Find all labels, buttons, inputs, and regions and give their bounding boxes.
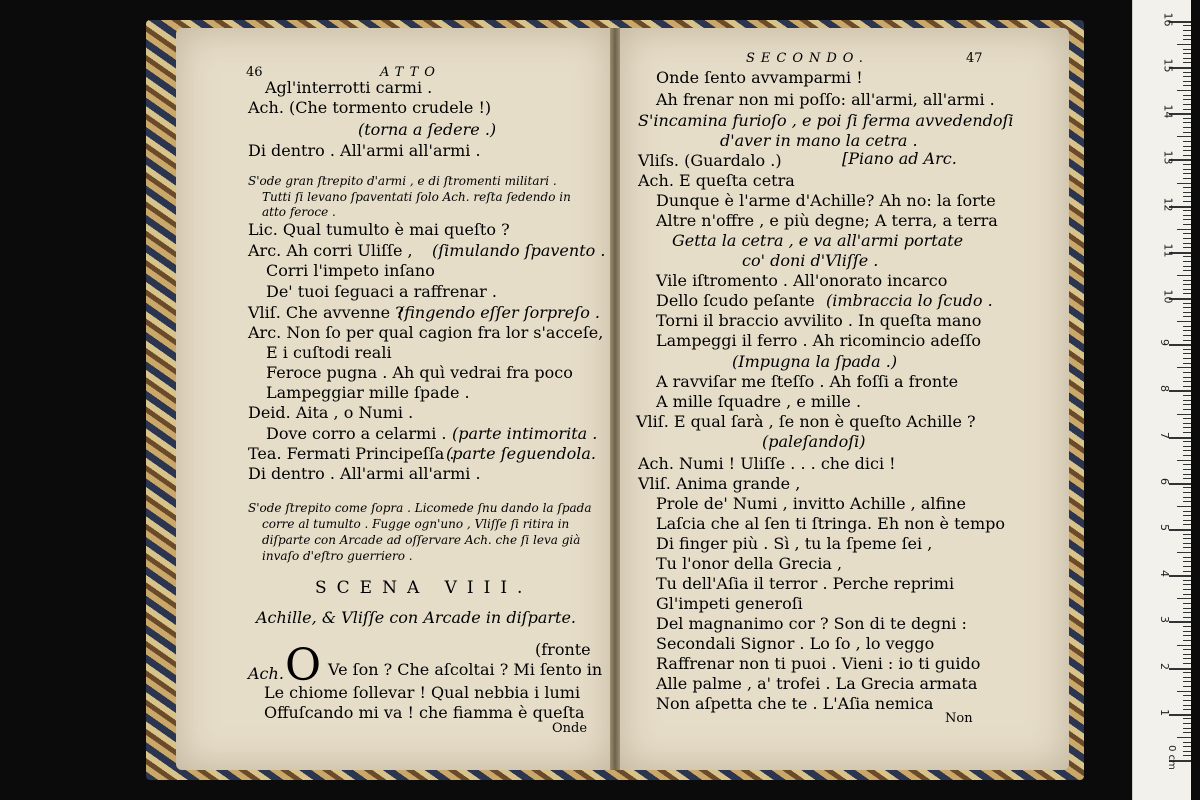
ruler-tick (1183, 358, 1191, 359)
ruler-tick (1183, 672, 1191, 673)
ruler-tick (1169, 483, 1191, 485)
left-line: corre al tumulto . Fugge ogn'uno , Vliſſe ſi ritira in (262, 517, 570, 531)
ruler-tick (1183, 340, 1191, 341)
right-line: (paleſandoſi) (762, 432, 866, 451)
left-line: Vliſ. Che avvenne ? (248, 303, 404, 322)
right-line: Vile iſtromento . All'onorato incarco (656, 271, 948, 290)
right-line: Altre n'offre , e più degne; A terra, a terra (656, 211, 998, 230)
ruler-label: 6 (1158, 477, 1171, 485)
right-line: S'incamina furioſo , e poi ſi ferma avvedendoſi (638, 111, 1014, 130)
ruler-tick (1183, 497, 1191, 498)
right-line: Prole de' Numi , invitto Achille , alfine (656, 494, 966, 513)
ruler-tick (1183, 178, 1191, 179)
ruler-tick (1177, 90, 1191, 91)
ruler-tick (1183, 261, 1191, 262)
ruler-tick (1183, 566, 1191, 567)
ruler-label: 5 (1158, 524, 1171, 531)
ruler-label: 10 (1161, 289, 1175, 304)
ruler-tick (1177, 183, 1191, 184)
ruler-tick (1183, 201, 1191, 202)
ruler-tick (1183, 547, 1191, 548)
ruler-tick (1183, 270, 1191, 271)
ruler-tick (1183, 400, 1191, 401)
left-line: SCENA VIII. (315, 578, 533, 598)
ruler-tick (1183, 49, 1191, 50)
ruler-label: 8 (1158, 385, 1171, 393)
left-line: Di dentro . All'armi all'armi . (248, 141, 481, 160)
ruler-tick (1183, 132, 1191, 133)
left-page-number: 46 (246, 65, 263, 80)
ruler-tick (1183, 464, 1191, 465)
ruler-tick (1183, 409, 1191, 410)
left-line: Dove corro a celarmi . (266, 424, 447, 443)
ruler-tick (1183, 307, 1191, 308)
ruler-tick (1183, 626, 1191, 627)
ruler-tick (1177, 691, 1191, 692)
ruler-tick (1183, 109, 1191, 110)
ruler-tick (1183, 353, 1191, 354)
ruler-tick (1183, 316, 1191, 317)
ruler-tick (1183, 441, 1191, 442)
ruler-unit-label: 0 cm (1165, 745, 1177, 770)
ruler-tick (1183, 742, 1191, 743)
ruler-tick (1183, 686, 1191, 687)
ruler-tick (1183, 187, 1191, 188)
ruler-tick (1183, 118, 1191, 119)
left-line: Di dentro . All'armi all'armi . (248, 464, 481, 483)
ruler-tick (1183, 141, 1191, 142)
ruler-label: 3 (1158, 616, 1171, 624)
book-gutter (610, 28, 620, 770)
ruler-label: 2 (1158, 662, 1171, 670)
left-line: Lampeggiar mille ſpade . (266, 383, 470, 402)
left-line: Le chiome ſollevar ! Qual nebbia i lumi (264, 683, 581, 702)
ruler-label: 7 (1158, 431, 1171, 439)
ruler-tick (1183, 455, 1191, 456)
left-line: E i cuſtodi reali (266, 343, 392, 362)
ruler-tick (1183, 349, 1191, 350)
right-line: Gl'impeti generoſi (656, 594, 803, 613)
ruler-tick (1177, 44, 1191, 45)
ruler-tick (1183, 284, 1191, 285)
right-line: Non aſpetta che te . L'Aſia nemica (656, 694, 934, 713)
ruler-tick (1183, 695, 1191, 696)
ruler-tick (1183, 478, 1191, 479)
ruler-tick (1183, 150, 1191, 151)
ruler-tick (1183, 192, 1191, 193)
left-line: Arc. Non ſo per qual cagion fra lor s'acceſe, (248, 323, 604, 342)
right-line: Vliſ. Anima grande , (638, 474, 801, 493)
ruler-tick (1183, 293, 1191, 294)
ruler-tick (1169, 575, 1191, 577)
ruler-tick (1183, 663, 1191, 664)
ruler-tick (1183, 723, 1191, 724)
right-line: (imbraccia lo ſcudo . (826, 291, 993, 310)
ruler-tick (1183, 617, 1191, 618)
ruler-tick (1183, 256, 1191, 257)
ruler-tick (1183, 511, 1191, 512)
ruler-tick (1169, 529, 1191, 531)
ruler-tick (1183, 363, 1191, 364)
left-line: (parte ſeguendola. (446, 444, 596, 463)
ruler-tick (1183, 677, 1191, 678)
ruler-tick (1183, 238, 1191, 239)
ruler-tick (1183, 603, 1191, 604)
right-running-head: SECONDO. (746, 51, 869, 66)
ruler-tick (1183, 538, 1191, 539)
right-line: Dunque è l'arme d'Achille? Ah no: la ſorte (656, 191, 996, 210)
ruler-tick (1183, 122, 1191, 123)
right-line: Del magnanimo cor ? Son di te degni : (656, 614, 967, 633)
ruler-tick (1183, 746, 1191, 747)
ruler-tick (1183, 377, 1191, 378)
left-line: Tea. Fermati Principeſſa . (248, 444, 455, 463)
ruler-tick (1183, 196, 1191, 197)
left-line: invaſo d'eſtro guerriero . (262, 549, 413, 563)
right-line: Onde ſento avvamparmi ! (656, 68, 863, 87)
ruler-tick (1183, 303, 1191, 304)
ruler-tick (1169, 344, 1191, 346)
ruler-tick (1183, 386, 1191, 387)
drop-cap-letter: O (285, 640, 322, 691)
ruler-label: 16 (1161, 12, 1175, 27)
left-line: (parte intimorita . (452, 424, 598, 443)
ruler-tick (1183, 557, 1191, 558)
ruler-tick (1183, 418, 1191, 419)
right-page-number: 47 (966, 51, 983, 66)
left-line: S'ode gran ſtrepito d'armi , e di ſtromenti militari . (248, 174, 557, 188)
ruler-tick (1183, 589, 1191, 590)
left-line: Achille, & Vliſſe con Arcade in diſparte. (256, 608, 577, 627)
ruler-tick (1183, 330, 1191, 331)
ruler-tick (1169, 668, 1191, 670)
ruler-tick (1183, 474, 1191, 475)
ruler-tick (1183, 219, 1191, 220)
ruler-tick (1183, 39, 1191, 40)
ruler-tick (1183, 95, 1191, 96)
ruler-tick (1183, 649, 1191, 650)
ruler-tick (1183, 515, 1191, 516)
ruler-tick (1183, 247, 1191, 248)
ruler-tick (1177, 275, 1191, 276)
right-line: Tu dell'Aſia il terror . Perche reprimi (656, 574, 955, 593)
ruler-label: 13 (1161, 150, 1175, 165)
ruler-tick (1183, 35, 1191, 36)
ruler-tick (1183, 492, 1191, 493)
ruler-tick (1183, 58, 1191, 59)
ruler-tick (1183, 755, 1191, 756)
left-line: Feroce pugna . Ah quì vedrai fra poco (266, 363, 573, 382)
ruler-tick (1183, 127, 1191, 128)
left-line: diſparte con Arcade ad oſſervare Ach. che ſi leva già (262, 533, 581, 547)
ruler-tick (1183, 718, 1191, 719)
ruler-tick (1183, 99, 1191, 100)
ruler-tick (1183, 104, 1191, 105)
ruler-label: 4 (1158, 570, 1171, 578)
ruler-tick (1183, 612, 1191, 613)
right-line: Laſcia che al ſen ti ſtringa. Eh non è tempo (656, 514, 1006, 533)
ruler-tick (1183, 427, 1191, 428)
ruler-tick (1183, 72, 1191, 73)
ruler-tick (1183, 326, 1191, 327)
ruler-tick (1183, 146, 1191, 147)
ruler-label: 14 (1161, 104, 1175, 119)
ruler-tick (1183, 524, 1191, 525)
left-running-head: ATTO (380, 65, 441, 80)
ruler-tick (1183, 654, 1191, 655)
ruler-tick (1183, 681, 1191, 682)
ruler-tick (1177, 136, 1191, 137)
left-line: S'ode ſtrepito come ſopra . Licomede ſnu dando la ſpada (248, 501, 592, 515)
ruler-tick (1183, 728, 1191, 729)
ruler-tick (1183, 404, 1191, 405)
left-line: Ve ſon ? Che aſcoltai ? Mi ſento in (328, 660, 603, 679)
ruler-tick (1183, 450, 1191, 451)
ruler-tick (1177, 321, 1191, 322)
ruler-label: 9 (1158, 339, 1171, 347)
ruler-tick (1183, 709, 1191, 710)
left-line: Arc. Ah corri Uliſſe , (248, 241, 413, 260)
left-line: (fronte (535, 640, 591, 659)
ruler-tick (1183, 705, 1191, 706)
ruler-tick (1177, 460, 1191, 461)
ruler-label: 1 (1158, 708, 1171, 716)
ruler-tick (1183, 312, 1191, 313)
left-line: Agl'interrotti carmi . (265, 78, 433, 97)
ruler-tick (1183, 30, 1191, 31)
ruler-tick (1183, 501, 1191, 502)
ruler-tick (1177, 598, 1191, 599)
right-line: d'aver in mano la cetra . (720, 131, 918, 150)
ruler-tick (1183, 640, 1191, 641)
right-line: A mille ſquadre , e mille . (656, 392, 862, 411)
ruler-tick (1183, 584, 1191, 585)
ruler-tick (1177, 552, 1191, 553)
right-line: Di finger più . Sì , tu la ſpeme ſei , (656, 534, 933, 553)
right-line: A ravviſar me ſteſſo . Ah foſſi a fronte (656, 372, 959, 391)
ruler-tick (1177, 229, 1191, 230)
right-line: Tu l'onor della Grecia , (656, 554, 843, 573)
ruler-tick (1183, 594, 1191, 595)
ruler-tick (1183, 76, 1191, 77)
right-line: Alle palme , a' trofei . La Grecia armata (656, 674, 978, 693)
ruler-tick (1183, 432, 1191, 433)
ruler-tick (1183, 243, 1191, 244)
ruler-tick (1183, 169, 1191, 170)
ruler-tick (1183, 571, 1191, 572)
ruler-tick (1183, 543, 1191, 544)
ruler-tick (1183, 520, 1191, 521)
right-line: Ah frenar non mi poſſo: all'armi, all'armi . (656, 90, 995, 109)
ruler-tick (1183, 487, 1191, 488)
ruler-tick (1183, 173, 1191, 174)
ruler-tick (1183, 635, 1191, 636)
right-line: Vliſs. (Guardalo .) (638, 151, 782, 170)
ruler-label: 12 (1161, 197, 1175, 212)
ruler-tick (1169, 390, 1191, 392)
right-line: Dello ſcudo peſante (656, 291, 815, 310)
right-line: Vliſ. E qual ſarà , ſe non è queſto Achille ? (636, 412, 976, 431)
ruler-tick (1183, 53, 1191, 54)
ruler-tick (1183, 266, 1191, 267)
ruler-tick (1183, 233, 1191, 234)
ruler-tick (1169, 621, 1191, 623)
right-line: Torni il braccio avvilito . In queſta mano (656, 311, 982, 330)
ruler-tick (1183, 85, 1191, 86)
ruler-tick (1183, 155, 1191, 156)
right-line: co' doni d'Vliſſe . (742, 251, 879, 270)
ruler-tick (1183, 381, 1191, 382)
ruler-tick (1183, 732, 1191, 733)
ruler-tick (1183, 25, 1191, 26)
ruler-tick (1183, 751, 1191, 752)
ruler-label: 15 (1161, 58, 1175, 73)
right-line: (Impugna la ſpada .) (732, 352, 898, 371)
left-line: Corri l'impeto inſano (266, 261, 435, 280)
left-line: (torna a ſedere .) (358, 120, 497, 139)
ruler-tick (1177, 645, 1191, 646)
ruler-tick (1183, 164, 1191, 165)
left-line: De' tuoi ſeguaci a raffrenar . (266, 282, 497, 301)
ruler-tick (1183, 215, 1191, 216)
ruler-tick (1183, 372, 1191, 373)
ruler-tick (1177, 506, 1191, 507)
ruler-tick (1183, 280, 1191, 281)
ruler-tick (1183, 210, 1191, 211)
ruler-tick (1183, 534, 1191, 535)
ruler-tick (1183, 224, 1191, 225)
ruler-tick (1183, 580, 1191, 581)
ruler-tick (1183, 700, 1191, 701)
right-line: Getta la cetra , e va all'armi portate (672, 231, 964, 250)
ruler-tick (1183, 658, 1191, 659)
left-line: Offuſcando mi va ! che fiamma è queſta (264, 703, 585, 722)
ruler-tick (1183, 81, 1191, 82)
ruler-tick (1183, 62, 1191, 63)
ruler-tick (1183, 395, 1191, 396)
right-line: Ach. Numi ! Uliſſe . . . che dici ! (638, 454, 896, 473)
ruler-tick (1177, 367, 1191, 368)
ruler-tick (1183, 446, 1191, 447)
left-line: Ach. (Che tormento crudele !) (248, 98, 492, 117)
right-line: Non (945, 711, 973, 726)
ruler-tick (1177, 737, 1191, 738)
left-line: Tutti ſi levano ſpaventati ſolo Ach. reſta ſedendo in (262, 190, 571, 204)
right-line: [Piano ad Arc. (842, 149, 957, 168)
left-line: Onde (552, 721, 588, 736)
ruler-label: 11 (1161, 243, 1175, 258)
left-line: (ſimulando ſpavento . (432, 241, 606, 260)
ruler-tick (1183, 335, 1191, 336)
ruler-tick (1183, 608, 1191, 609)
ruler-tick (1177, 414, 1191, 415)
right-line: Raffrenar non ti puoi . Vieni : io ti guido (656, 654, 981, 673)
right-line: Ach. E queſta cetra (638, 171, 795, 190)
ruler-tick (1183, 289, 1191, 290)
ruler-tick (1169, 437, 1191, 439)
left-line: (fingendo eſſer ſorpreſo . (398, 303, 600, 322)
ruler-tick (1183, 561, 1191, 562)
left-line: atto feroce . (262, 205, 336, 219)
ruler-tick (1183, 469, 1191, 470)
left-line: Deid. Aita , o Numi . (248, 403, 414, 422)
left-line: Lic. Qual tumulto è mai queſto ? (248, 220, 510, 239)
ruler-tick (1183, 631, 1191, 632)
ruler-tick (1183, 423, 1191, 424)
right-line: Lampeggi il ferro . Ah ricomincio adeſſo (656, 331, 982, 350)
right-line: Secondali Signor . Lo ſo , lo veggo (656, 634, 935, 653)
measurement-ruler (1132, 0, 1191, 800)
left-line: Ach. (248, 664, 284, 683)
ruler-tick (1169, 714, 1191, 716)
